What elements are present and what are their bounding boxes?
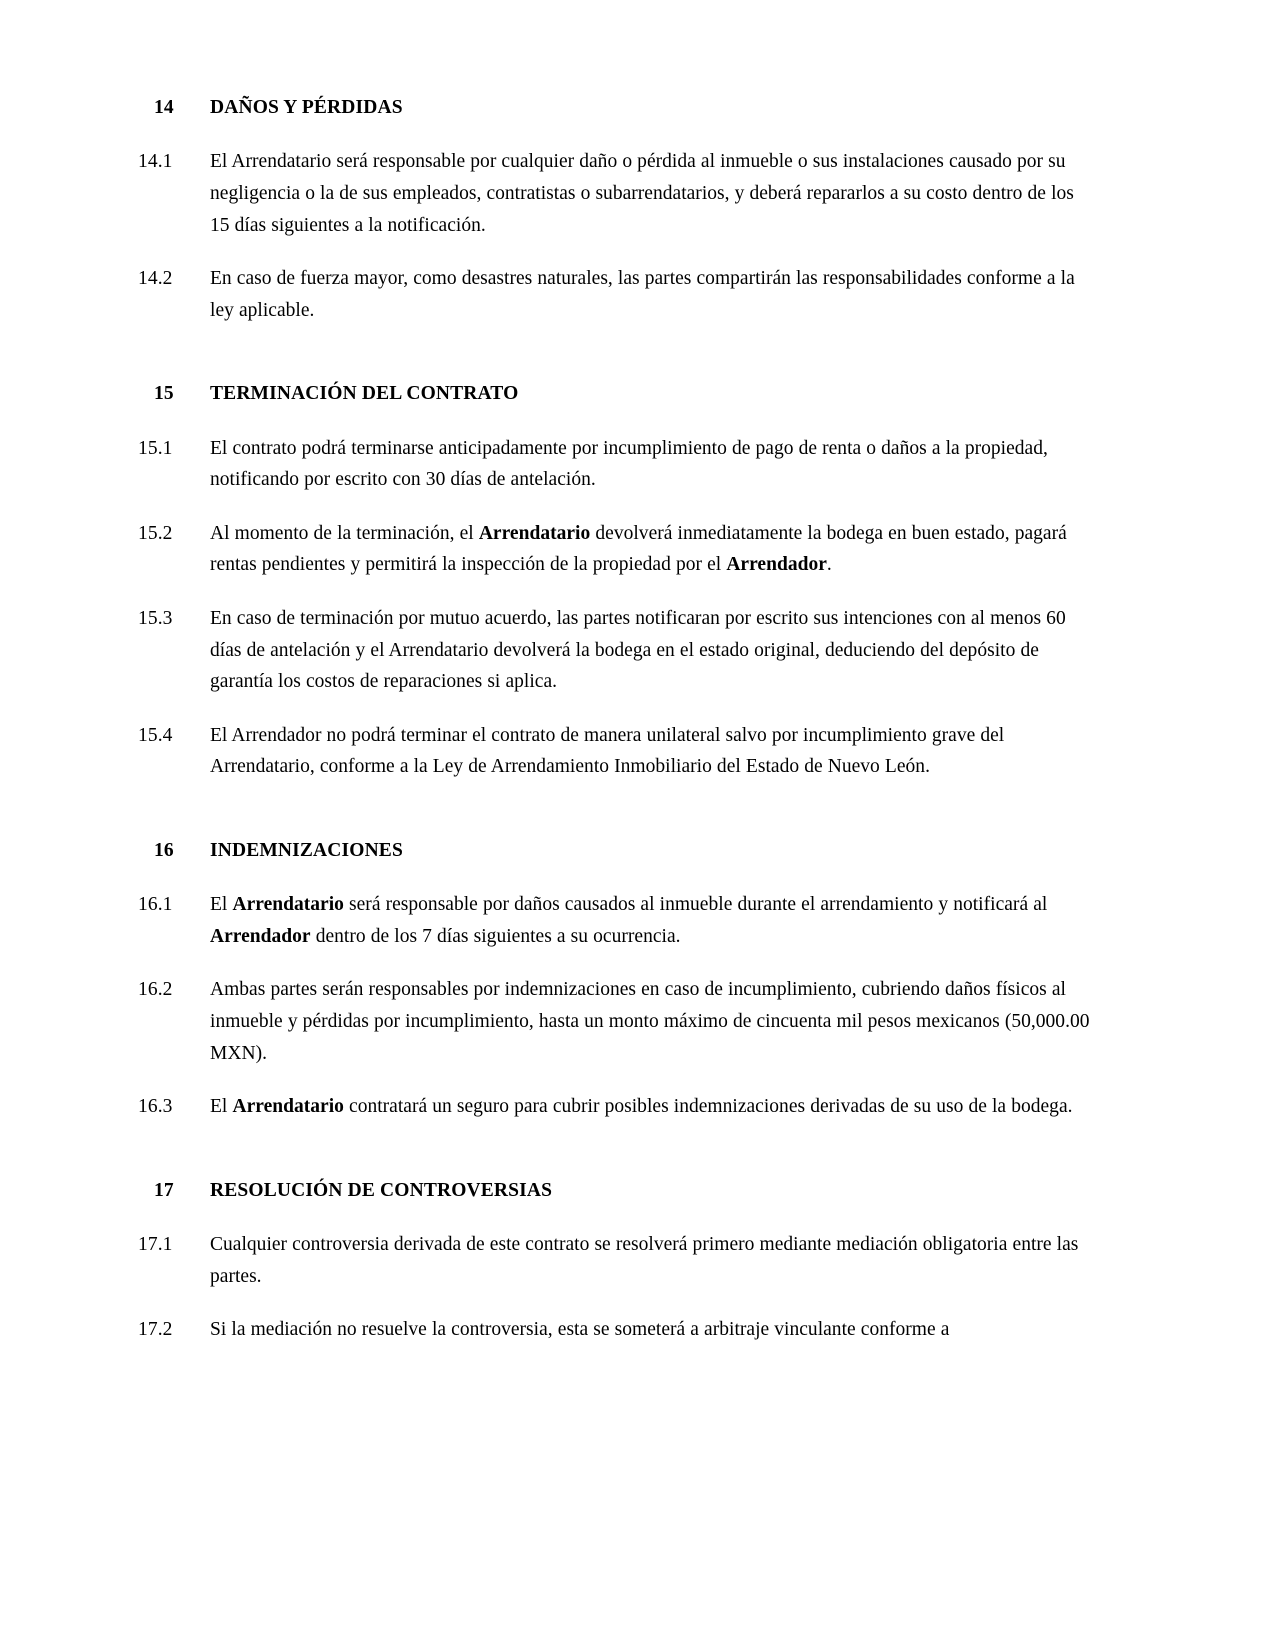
clause: [138, 1229, 1090, 1292]
clause-run: El: [210, 894, 233, 916]
clause-text: [210, 974, 1090, 1069]
clause-run: Ambas partes serán responsables por indemnizaciones en caso de incumplimiento, cubriendo daños físicos al inmueble y pérdidas por incumplimiento, hasta un monto máximo de cincuenta mil pesos mexicanos (50,000.00 MXN).: [210, 979, 1090, 1064]
clause-text: [210, 603, 1090, 698]
contract-section: [138, 96, 1090, 326]
clause-number: 15.4: [138, 724, 173, 746]
clause-number: 17.2: [138, 1319, 173, 1341]
section-title: TERMINACIÓN DEL CONTRATO: [210, 383, 519, 405]
clause-text: [210, 889, 1090, 952]
clause-emphasis: Arrendatario: [232, 1096, 344, 1118]
clause: [138, 146, 1090, 241]
clause-run: dentro de los 7 días siguientes a su ocurrencia.: [310, 925, 681, 947]
section-number: 14: [154, 97, 174, 118]
clause-run: devolverá inmediatamente la bodega en buen estado, pagará rentas pendientes y permitirá la inspección de la propiedad por el: [210, 522, 1067, 576]
clause-text: [210, 263, 1090, 326]
clause-run: .: [826, 554, 832, 576]
section-title: DAÑOS Y PÉRDIDAS: [210, 97, 403, 118]
clause-number: 16.1: [138, 894, 173, 916]
section-title: RESOLUCIÓN DE CONTROVERSIAS: [210, 1179, 553, 1201]
clause-text: [210, 518, 1090, 581]
clause-run: Al momento de la terminación, el: [210, 522, 479, 544]
clause-text: [210, 1314, 1090, 1346]
section-number: 17: [154, 1179, 174, 1201]
clause-number: 17.1: [138, 1234, 173, 1256]
clause-number: 14.2: [138, 268, 173, 290]
clause: [138, 720, 1090, 783]
clause-run: El: [210, 1096, 233, 1118]
clause-run: Si la mediación no resuelve la controversia, esta se someterá a arbitraje vinculante conforme a: [210, 1319, 950, 1341]
clause-number: 16.2: [138, 979, 173, 1001]
contract-section: [138, 382, 1090, 783]
clause: [138, 974, 1090, 1069]
contract-section: [138, 839, 1090, 1123]
clause: [138, 433, 1090, 496]
clause-emphasis: Arrendador: [726, 554, 827, 576]
clause-run: En caso de fuerza mayor, como desastres naturales, las partes compartirán las responsabilidades conforme a la ley aplicable.: [210, 268, 1075, 321]
clause-run: contratará un seguro para cubrir posibles indemnizaciones derivadas de su uso de la bodega.: [343, 1096, 1073, 1118]
clause: [138, 1314, 1090, 1346]
clause-text: [210, 433, 1090, 496]
section-heading: [138, 96, 1090, 120]
clause-number: 16.3: [138, 1096, 173, 1118]
clause-number: 15.3: [138, 607, 173, 629]
section-heading: [138, 839, 1090, 863]
clause-text: [210, 146, 1090, 241]
clause-number: 15.1: [138, 437, 173, 459]
clause: [138, 263, 1090, 326]
section-heading: [138, 1179, 1090, 1203]
clause-run: En caso de terminación por mutuo acuerdo, las partes notificaran por escrito sus intenciones con al menos 60 días de antelación y el Arrendatario devolverá la bodega en el estado original, deduciendo del depósito de garantía los costos de reparaciones si aplica.: [210, 607, 1066, 693]
section-number: 15: [154, 383, 174, 405]
section-number: 16: [154, 839, 174, 861]
clause-emphasis: Arrendatario: [478, 522, 591, 544]
clause-run: El contrato podrá terminarse anticipadamente por incumplimiento de pago de renta o daños a la propiedad, notificando por escrito con 30 días de antelación.: [210, 437, 1048, 491]
clause: [138, 889, 1090, 952]
clause-emphasis: Arrendador: [210, 925, 311, 947]
clause: [138, 518, 1090, 581]
contract-section: [138, 1179, 1090, 1346]
clause-text: [210, 1229, 1090, 1292]
clause-text: [210, 720, 1090, 783]
clause: [138, 603, 1090, 698]
clause-run: El Arrendatario será responsable por cualquier daño o pérdida al inmueble o sus instalaciones causado por su negligencia o la de sus empleados, contratistas o subarrendatarios, y deberá repararlos a su costo dentro de los 15 días siguientes a la notificación.: [210, 151, 1074, 236]
clause-run: El Arrendador no podrá terminar el contrato de manera unilateral salvo por incumplimiento grave del Arrendatario, conforme a la Ley de Arrendamiento Inmobiliario del Estado de Nuevo León.: [210, 724, 1005, 778]
clause-emphasis: Arrendatario: [232, 894, 344, 916]
section-heading: [138, 382, 1090, 406]
clause-number: 14.1: [138, 151, 173, 173]
clause-run: Cualquier controversia derivada de este contrato se resolverá primero mediante mediación obligatoria entre las partes.: [210, 1234, 1079, 1287]
section-title: INDEMNIZACIONES: [210, 839, 403, 861]
clause: [138, 1091, 1090, 1123]
clause-number: 15.2: [138, 522, 173, 544]
clause-run: será responsable por daños causados al inmueble durante el arrendamiento y notificará al: [343, 894, 1048, 916]
clause-text: [210, 1091, 1090, 1123]
sections-container: [138, 96, 1090, 1346]
